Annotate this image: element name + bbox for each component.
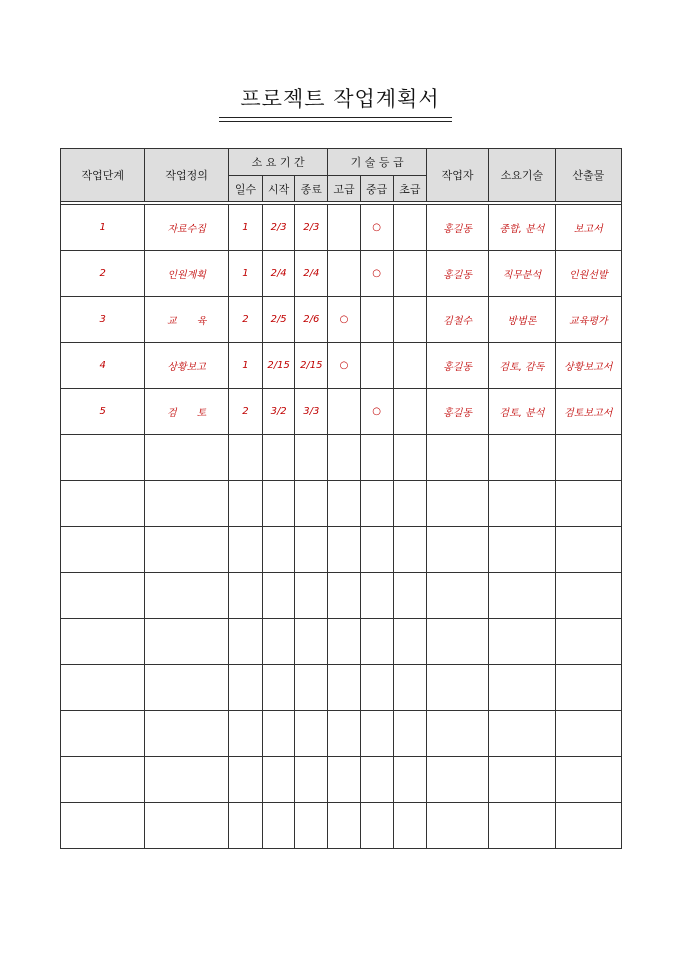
cell-days: 1 <box>228 251 262 297</box>
cell-start: 2/15 <box>263 343 295 389</box>
cell-definition <box>145 757 228 803</box>
cell-definition: 인원계획 <box>145 251 228 297</box>
cell-days <box>228 619 262 665</box>
cell-end: 2/4 <box>295 251 328 297</box>
cell-high: ○ <box>328 343 360 389</box>
cell-high <box>328 251 360 297</box>
header-stage: 작업단계 <box>61 149 145 202</box>
cell-mid: ○ <box>360 205 393 251</box>
page-title: 프로젝트 작업계획서 <box>240 87 440 111</box>
cell-skill <box>489 619 555 665</box>
cell-low <box>393 389 426 435</box>
cell-mid <box>360 665 393 711</box>
cell-stage <box>61 481 145 527</box>
cell-skill: 검토, 감독 <box>489 343 555 389</box>
cell-stage: 1 <box>61 205 145 251</box>
cell-output: 검토보고서 <box>555 389 621 435</box>
table-row <box>61 205 622 251</box>
cell-start <box>263 435 295 481</box>
cell-start <box>263 527 295 573</box>
cell-low <box>393 711 426 757</box>
cell-end <box>295 665 328 711</box>
cell-worker <box>426 481 488 527</box>
cell-low <box>393 757 426 803</box>
cell-output <box>555 757 621 803</box>
cell-end: 3/3 <box>295 389 328 435</box>
table-row <box>61 343 622 389</box>
cell-stage: 3 <box>61 297 145 343</box>
cell-mid <box>360 527 393 573</box>
cell-worker <box>426 435 488 481</box>
cell-output <box>555 803 621 849</box>
table-row <box>61 297 622 343</box>
cell-days: 1 <box>228 343 262 389</box>
cell-skill <box>489 757 555 803</box>
cell-worker <box>426 757 488 803</box>
cell-skill <box>489 527 555 573</box>
header-output: 산출물 <box>555 149 621 202</box>
cell-output <box>555 711 621 757</box>
header-worker: 작업자 <box>426 149 488 202</box>
cell-worker: 홍길동 <box>426 251 488 297</box>
cell-stage <box>61 757 145 803</box>
cell-low <box>393 297 426 343</box>
cell-worker: 홍길동 <box>426 389 488 435</box>
cell-stage <box>61 711 145 757</box>
work-plan-table <box>60 148 622 849</box>
cell-definition <box>145 665 228 711</box>
cell-definition <box>145 711 228 757</box>
table-row <box>61 803 622 849</box>
cell-mid <box>360 297 393 343</box>
cell-skill: 직무분석 <box>489 251 555 297</box>
cell-high <box>328 711 360 757</box>
cell-skill: 검토, 분석 <box>489 389 555 435</box>
cell-days: 2 <box>228 297 262 343</box>
table-row <box>61 665 622 711</box>
cell-days <box>228 527 262 573</box>
header-high: 고급 <box>328 176 360 202</box>
cell-start <box>263 757 295 803</box>
cell-definition: 검 토 <box>145 389 228 435</box>
header-start: 시작 <box>263 176 295 202</box>
cell-low <box>393 481 426 527</box>
cell-low <box>393 527 426 573</box>
cell-days <box>228 435 262 481</box>
cell-start: 2/3 <box>263 205 295 251</box>
cell-stage: 4 <box>61 343 145 389</box>
cell-worker <box>426 711 488 757</box>
table-row <box>61 527 622 573</box>
cell-high <box>328 757 360 803</box>
cell-start: 3/2 <box>263 389 295 435</box>
cell-end <box>295 619 328 665</box>
cell-start: 2/4 <box>263 251 295 297</box>
cell-end <box>295 435 328 481</box>
header-duration: 소 요 기 간 <box>228 149 328 176</box>
cell-start <box>263 573 295 619</box>
cell-end <box>295 757 328 803</box>
cell-definition <box>145 481 228 527</box>
cell-mid <box>360 711 393 757</box>
cell-stage: 2 <box>61 251 145 297</box>
cell-start <box>263 481 295 527</box>
table-row <box>61 251 622 297</box>
cell-stage <box>61 665 145 711</box>
cell-output <box>555 527 621 573</box>
cell-high <box>328 481 360 527</box>
cell-stage <box>61 527 145 573</box>
header-mid: 중급 <box>360 176 393 202</box>
table-row <box>61 757 622 803</box>
cell-output <box>555 435 621 481</box>
cell-output <box>555 619 621 665</box>
cell-output: 보고서 <box>555 205 621 251</box>
cell-stage <box>61 573 145 619</box>
cell-end <box>295 481 328 527</box>
cell-start <box>263 665 295 711</box>
cell-days <box>228 481 262 527</box>
cell-high <box>328 527 360 573</box>
cell-low <box>393 619 426 665</box>
cell-worker <box>426 619 488 665</box>
cell-low <box>393 435 426 481</box>
cell-high <box>328 665 360 711</box>
cell-end: 2/15 <box>295 343 328 389</box>
cell-definition <box>145 619 228 665</box>
cell-end <box>295 573 328 619</box>
cell-days <box>228 803 262 849</box>
cell-stage <box>61 803 145 849</box>
title-underline <box>219 117 452 118</box>
header-skill-grade: 기 술 등 급 <box>328 149 427 176</box>
cell-low <box>393 573 426 619</box>
cell-start <box>263 619 295 665</box>
cell-high: ○ <box>328 297 360 343</box>
cell-worker: 김철수 <box>426 297 488 343</box>
header-end: 종료 <box>295 176 328 202</box>
cell-output: 인원선발 <box>555 251 621 297</box>
cell-output: 교육평가 <box>555 297 621 343</box>
cell-mid <box>360 481 393 527</box>
cell-mid <box>360 757 393 803</box>
cell-output: 상황보고서 <box>555 343 621 389</box>
cell-start: 2/5 <box>263 297 295 343</box>
cell-definition: 상황보고 <box>145 343 228 389</box>
cell-days <box>228 665 262 711</box>
cell-worker: 홍길동 <box>426 205 488 251</box>
cell-days <box>228 757 262 803</box>
cell-skill: 종합, 분석 <box>489 205 555 251</box>
cell-high <box>328 619 360 665</box>
cell-days: 2 <box>228 389 262 435</box>
cell-high <box>328 803 360 849</box>
cell-mid <box>360 619 393 665</box>
table-row <box>61 389 622 435</box>
cell-skill: 방법론 <box>489 297 555 343</box>
table-row <box>61 711 622 757</box>
cell-definition <box>145 803 228 849</box>
cell-end <box>295 803 328 849</box>
cell-skill <box>489 665 555 711</box>
cell-output <box>555 665 621 711</box>
table-row <box>61 435 622 481</box>
cell-skill <box>489 573 555 619</box>
table-row <box>61 481 622 527</box>
cell-worker <box>426 665 488 711</box>
header-days: 일수 <box>228 176 262 202</box>
cell-definition <box>145 435 228 481</box>
cell-skill <box>489 711 555 757</box>
cell-mid: ○ <box>360 251 393 297</box>
cell-days <box>228 573 262 619</box>
cell-mid <box>360 435 393 481</box>
cell-mid: ○ <box>360 389 393 435</box>
cell-low <box>393 343 426 389</box>
cell-definition: 자료수집 <box>145 205 228 251</box>
cell-days <box>228 711 262 757</box>
header-required-skill: 소요기술 <box>489 149 555 202</box>
cell-skill <box>489 481 555 527</box>
table-row <box>61 573 622 619</box>
cell-worker <box>426 803 488 849</box>
cell-days: 1 <box>228 205 262 251</box>
cell-start <box>263 803 295 849</box>
cell-low <box>393 251 426 297</box>
cell-stage <box>61 435 145 481</box>
cell-skill <box>489 435 555 481</box>
cell-low <box>393 665 426 711</box>
table-row <box>61 619 622 665</box>
title-underline-double <box>219 121 452 122</box>
cell-high <box>328 435 360 481</box>
cell-mid <box>360 803 393 849</box>
header-definition: 작업정의 <box>145 149 228 202</box>
cell-mid <box>360 573 393 619</box>
cell-stage: 5 <box>61 389 145 435</box>
cell-definition <box>145 573 228 619</box>
cell-end: 2/6 <box>295 297 328 343</box>
cell-end <box>295 711 328 757</box>
cell-high <box>328 389 360 435</box>
cell-start <box>263 711 295 757</box>
cell-definition <box>145 527 228 573</box>
cell-end <box>295 527 328 573</box>
cell-definition: 교 육 <box>145 297 228 343</box>
cell-mid <box>360 343 393 389</box>
cell-worker: 홍길동 <box>426 343 488 389</box>
cell-low <box>393 205 426 251</box>
cell-low <box>393 803 426 849</box>
header-low: 초급 <box>393 176 426 202</box>
cell-output <box>555 481 621 527</box>
cell-skill <box>489 803 555 849</box>
cell-high <box>328 205 360 251</box>
cell-worker <box>426 573 488 619</box>
cell-output <box>555 573 621 619</box>
cell-high <box>328 573 360 619</box>
cell-worker <box>426 527 488 573</box>
cell-end: 2/3 <box>295 205 328 251</box>
cell-stage <box>61 619 145 665</box>
